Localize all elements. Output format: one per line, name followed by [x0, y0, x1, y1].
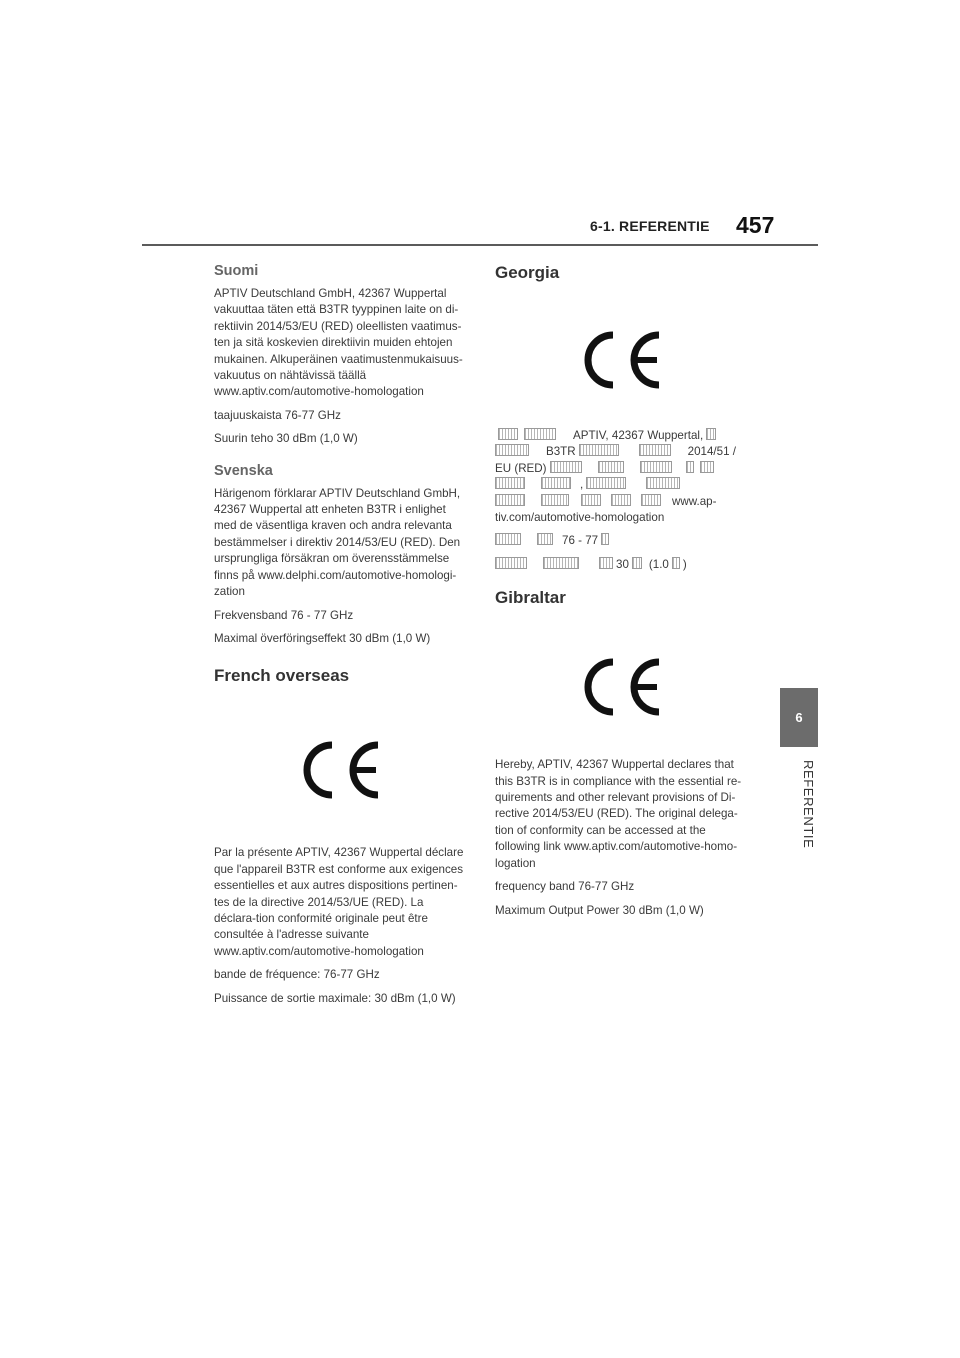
gibraltar-ce-mark — [495, 617, 745, 757]
suomi-power: Suurin teho 30 dBm (1,0 W) — [214, 432, 358, 446]
heading-georgia: Georgia — [495, 263, 560, 282]
georgia-line1: APTIV, 42367 Wuppertal, — [573, 429, 704, 442]
georgia-body — [495, 428, 745, 526]
page-number: 457 — [736, 212, 775, 238]
french-overseas-ce-mark — [214, 695, 464, 845]
svenska-frequency: Frekvensband 76 - 77 GHz — [214, 608, 354, 622]
chapter-tab: 6 — [780, 688, 818, 747]
georgia-line2a: B3TR — [546, 445, 576, 459]
ce-mark-icon — [575, 329, 665, 391]
georgia-line4: , — [580, 478, 584, 492]
left-column — [214, 262, 464, 1014]
georgia-frequency: 76 - 77 — [562, 534, 599, 548]
heading-gibraltar: Gibraltar — [495, 588, 566, 608]
ce-mark-icon — [575, 656, 665, 718]
gibraltar-frequency: frequency band 76-77 GHz — [495, 880, 635, 894]
georgia-power-line — [495, 557, 745, 573]
heading-svenska: Svenska — [214, 462, 273, 479]
georgia-power-value: 30 — [616, 557, 629, 571]
suomi-frequency: taajuuskaista 76-77 GHz — [214, 408, 341, 422]
georgia-line5: www.ap- — [672, 494, 717, 508]
french-overseas-body: Par la présente APTIV, 42367 Wuppertal déclare que l'appareil B3TR est conforme aux exigences essentielles et aux autres dispositions pertinen-tes de la directive 2014/53/UE (RED). La déclara-tion conformité originale peut être consultée à l'adresse suivante www.aptiv.com/automotive-homologation — [214, 846, 464, 958]
georgia-power-close: ) — [682, 557, 687, 571]
svenska-power: Maximal överföringseffekt 30 dBm (1,0 W) — [214, 631, 431, 645]
heading-suomi: Suomi — [214, 263, 259, 279]
header-rule — [142, 244, 818, 246]
chapter-side-label: REFERENTIE — [801, 760, 816, 849]
gibraltar-power: Maximum Output Power 30 dBm (1,0 W) — [495, 903, 704, 917]
running-header-section: 6-1. REFERENTIE — [590, 218, 710, 234]
french-overseas-power: Puissance de sortie maximale: 30 dBm (1,0 W) — [214, 991, 456, 1005]
ce-mark-icon — [294, 739, 384, 801]
heading-french-overseas: French overseas — [214, 666, 350, 686]
right-column — [495, 262, 745, 926]
french-overseas-frequency: bande de fréquence: 76-77 GHz — [214, 968, 380, 982]
georgia-line3: EU (RED) — [495, 461, 547, 475]
georgia-frequency-line — [495, 533, 745, 549]
georgia-power-paren: (1.0 — [648, 557, 669, 571]
georgia-line2b: 2014/51 / — [687, 445, 736, 459]
suomi-body: APTIV Deutschland GmbH, 42367 Wuppertal vakuuttaa täten että B3TR tyyppinen laite on di-rektiivin 2014/53/EU (RED) oleellisten vaatimus-ten ja sitä koskevien direktiivin muiden ehtojen mukainen. Alkuperäinen vaatimustenmukaisuus-vakuutus on nähtävissä täällä www.aptiv.com/automotive-homologation — [214, 287, 463, 399]
georgia-line6: tiv.com/automotive-homologation — [495, 511, 665, 525]
svenska-body: Härigenom förklarar APTIV Deutschland GmbH, 42367 Wuppertal att enheten B3TR i enlighet med de väsentliga kraven och andra relevanta bestämmelser i direktiv 2014/53/EU (RED). Den ursprungliga försäkran om överensstämmelse finns på www.delphi.com/automotive-homologi-zation — [214, 486, 461, 599]
georgia-ce-mark — [495, 292, 745, 428]
gibraltar-body: Hereby, APTIV, 42367 Wuppertal declares that this B3TR is in compliance with the essential re-quirements and other relevant provisions of Di-rective 2014/53/EU (RED). The original delega-tion of conformity can be accessed at the following link www.aptiv.com/automotive-homo-logation — [495, 758, 742, 870]
